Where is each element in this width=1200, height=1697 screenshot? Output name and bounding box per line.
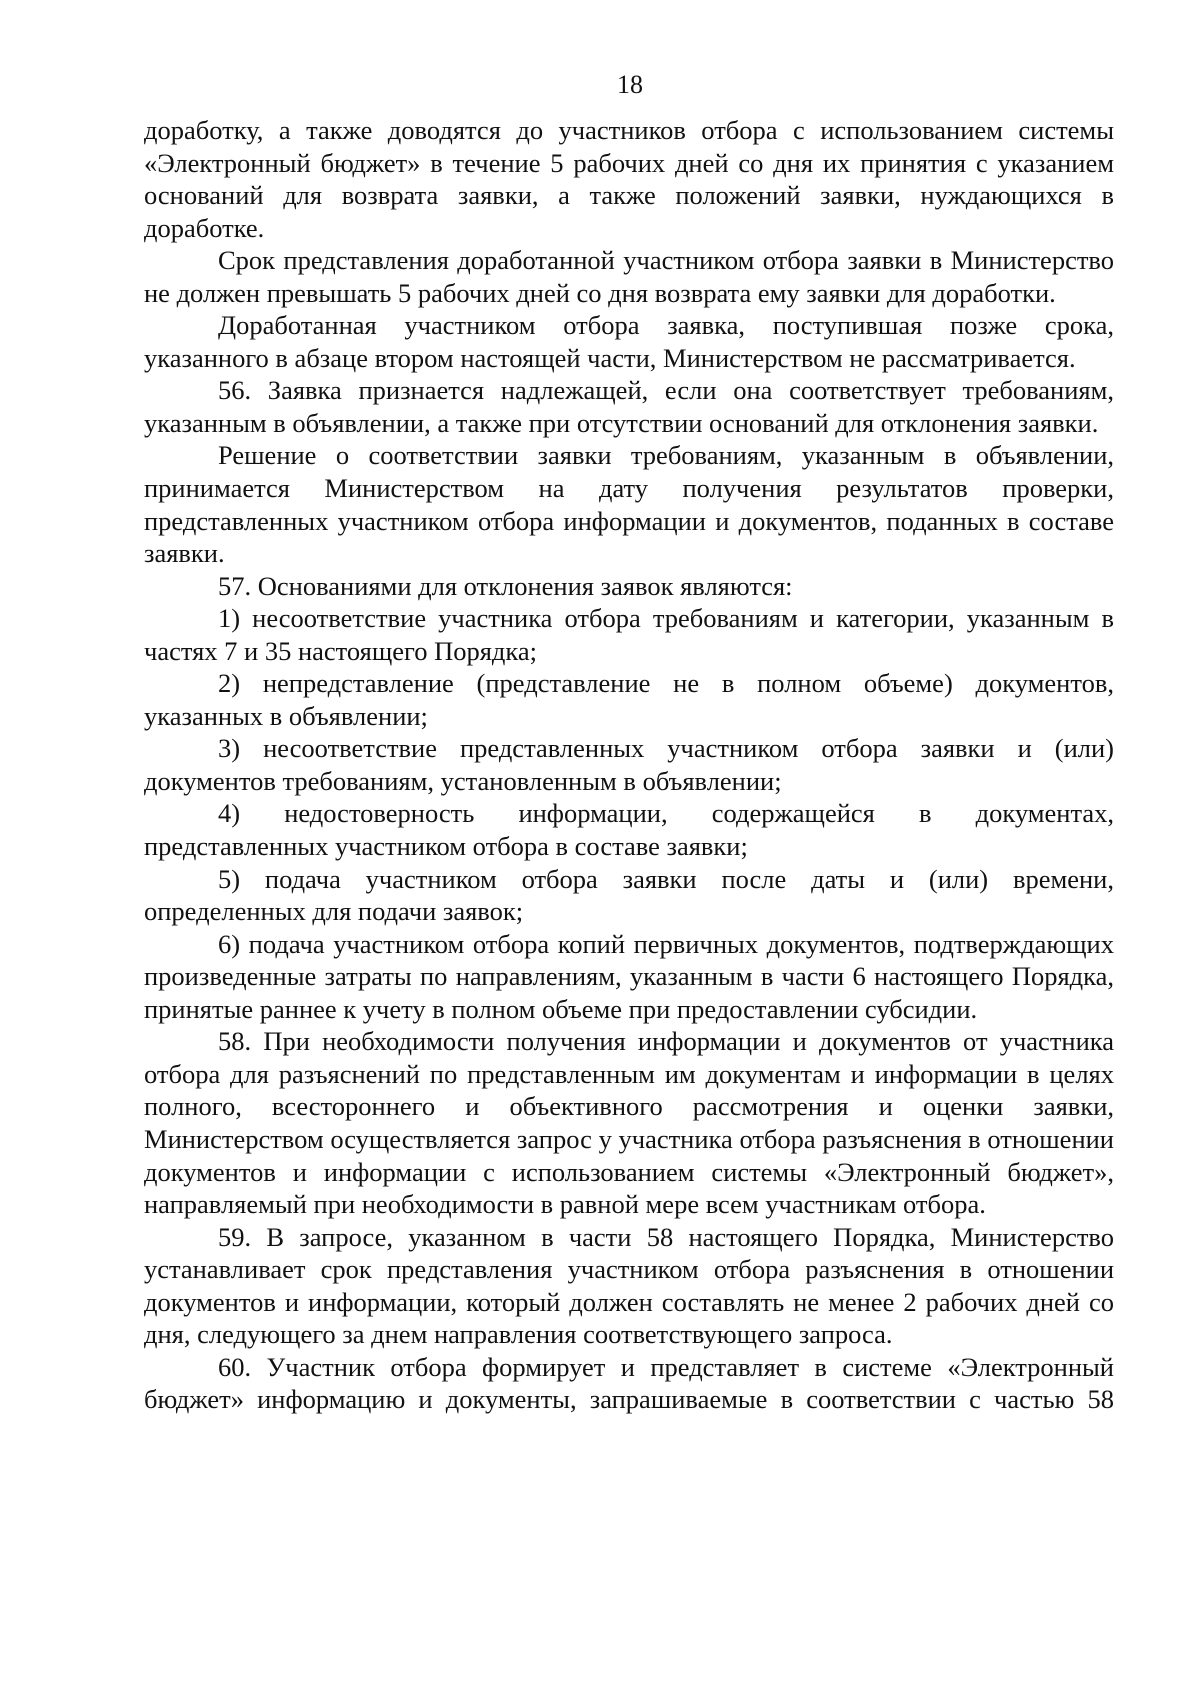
list-item: 4) недостоверность информации, содержащейся в документах, представленных участником отбора в составе заявки;	[144, 798, 1114, 862]
list-item: 2) непредставление (представление не в полном объеме) документов, указанных в объявлении;	[144, 668, 1114, 731]
list-item: 6) подача участником отбора копий первичных документов, подтверждающих произведенные затраты по направлениям, указанным в части 6 настоящего Порядка, принятые раннее к учету в полном объеме при предоставлении субсидии.	[144, 928, 1114, 1024]
list-item: 1) несоответствие участника отбора требованиям и категории, указанным в частях 7 и 35 настоящего Порядка;	[144, 603, 1114, 666]
paragraph-section-58: 58. При необходимости получения информации и документов от участника отбора для разъяснений по представленным им документам и информации в целях полного, всестороннего и объективного рассмотрения и оценки заявки, Министерством осуществляется запрос у участника отбора разъяснения в отношении документов и информации с использованием системы «Электронный бюджет», направляемый при необходимости в равной мере всем участникам отбора.	[144, 1026, 1114, 1220]
paragraph: доработку, а также доводятся до участников отбора с использованием системы «Электронный бюджет» в течение 5 рабочих дней со дня их принятия с указанием оснований для возврата заявки, а также положений заявки, нуждающихся в доработке.	[144, 115, 1114, 243]
paragraph-section-59: 59. В запросе, указанном в части 58 настоящего Порядка, Министерство устанавливает срок представления участником отбора разъяснения в отношении документов и информации, который должен составлять не менее 2 рабочих дней со дня, следующего за днем направления соответствующего запроса.	[144, 1221, 1114, 1350]
list-item: 5) подача участником отбора заявки после даты и (или) времени, определенных для подачи заявок;	[144, 863, 1114, 927]
document-body	[144, 114, 1114, 1416]
page-number: 18	[617, 70, 643, 99]
paragraph: Доработанная участником отбора заявка, поступившая позже срока, указанного в абзаце втором настоящей части, Министерством не рассматривается.	[144, 310, 1114, 373]
paragraph-section-56: 56. Заявка признается надлежащей, если она соответствует требованиям, указанным в объявлении, а также при отсутствии оснований для отклонения заявки.	[144, 375, 1114, 438]
paragraph: Срок представления доработанной участником отбора заявки в Министерство не должен превышать 5 рабочих дней со дня возврата ему заявки для доработки.	[144, 245, 1114, 308]
paragraph-section-60: 60. Участник отбора формирует и представляет в системе «Электронный бюджет» информацию и документы, запрашиваемые в соответствии с частью 58	[144, 1351, 1114, 1415]
paragraph-section-57: 57. Основаниями для отклонения заявок являются:	[218, 570, 793, 601]
paragraph: Решение о соответствии заявки требованиям, указанным в объявлении, принимается Министерством на дату получения результатов проверки, представленных участником отбора информации и документов, поданных в составе заявки.	[144, 440, 1114, 569]
list-item: 3) несоответствие представленных участником отбора заявки и (или) документов требованиям, установленным в объявлении;	[144, 733, 1114, 796]
